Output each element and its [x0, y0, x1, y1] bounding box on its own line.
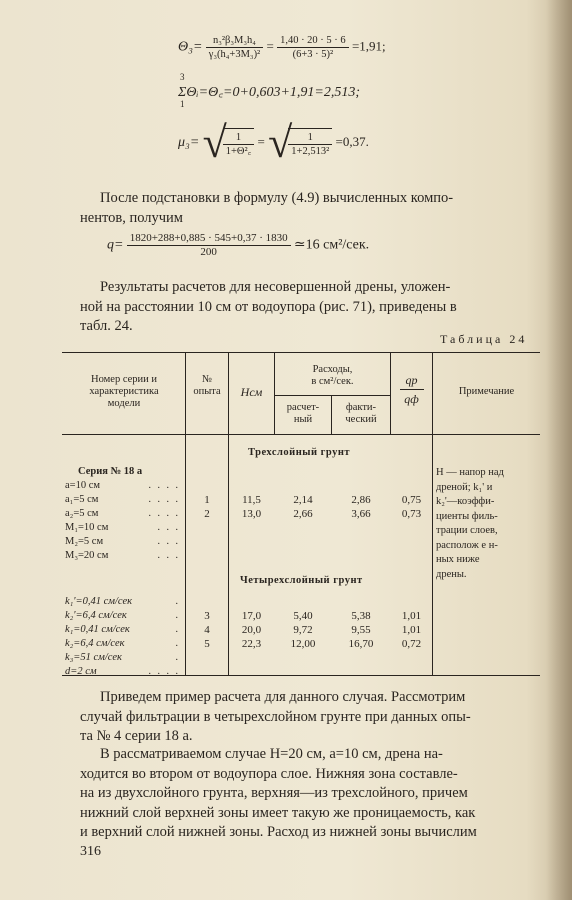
- table-note: H — напор над дреной; k₁' и k₂'—коэффи- циенты филь- трации слоев, располож е н- ных ниже дрены.: [436, 467, 504, 580]
- fraction-numerator: 1,40 · 20 · 5 · 6: [277, 34, 349, 48]
- sum-lower-limit: 1: [180, 99, 185, 109]
- book-page: Θ₃= $\frac{\text{n₃²β₃M₃h₄}}{\text{γ₃(h₄+3M₃)²}}$ = $\frac{1,40 \cdot 20 \cdot 5 \cdot 6}{\text{(6+3 · 5)²}}$ =1,91; 3 1 ΣΘᵢ=Θ꜀=0+0,603+1,91=2,513; μ₃= √ $\frac{1}{\text{1+Θ²꜀}}$ = √ $\frac{1}{\text{1+2,513²}}$ =0,37. После подстановки в формулу (4.9) вычисленных компо- нентов, получим q= $\frac{1820+288+0,885 \cdot 545+0,37 \cdot 1830}{200}$ ≃16 см²/сек. Результаты расчетов для несовершенной дрены, уложен- ной на расстоянии 10 см от водоупора (рис. 71), приведены в табл. 24. Таблица 24 Номер серии и характеристика модели № опыта Hсм Расходы, в см²/сек. расчет- ный факти- ческий qр qф Примечание Трехслойный грунт Серия № 18 а a=10 см a₁=5 см a₂=5 см M₁=10 см M₂=5 см M₃=20 см . . . . . . . . . . . . . . . . . . . . . 1 2 11,5 13,0 2,14 2,66 2,86 3,66 0,75 0,73 H — напор над дреной; k₁' и k₂'—коэффи- циенты филь- трации слоев, располож е н- ных ниже дрены. Четырехслойный грунт k₁'=0,41 см/сек k₂'=6,4 см/сек k₁=0,41 см/сек k₂=6,4 см/сек k₃=51 см/сек d=2 см . . . . . . . . . 3 4 5 17,0 20,0 22,3 5,40 9,72 12,00 5,38 9,55 16,70 1,01 1,01 0,72 Приведем пример расчета для данного случая. Рассмотрим случай фильтрации в четырехслойном грунте при данных опы- та № 4 серии 18 а. В рассматриваемом случае H=20 см, a=10 см, дрена на- ходится во втором от водоупора слое. Нижняя зона составле- на из двухслойного грунта, верхняя—из трехслойного, причем нижний слой верхней зоны имеет такую же проницаемость, как и верхний слой нижней зоны. Расход из нижней зоны вычислим 316: [0, 0, 572, 900]
- header-h: Hсм: [240, 385, 263, 399]
- col-number-2: 3 4 5: [204, 610, 210, 650]
- params-three-layer: a=10 см a₁=5 см a₂=5 см M₁=10 см M₂=5 см M₃=20 см: [65, 480, 109, 561]
- header-flows: Расходы, в см²/сек.: [311, 364, 354, 387]
- table-header-rule: [62, 434, 540, 435]
- formula-q: q= $\frac{1820+288+0,885 \cdot 545+0,37 \cdot 1830}{200}$ ≃16 см²/сек.: [107, 232, 370, 258]
- header-experiment-number: № опыта: [193, 374, 221, 397]
- col-calc-2: 5,40 9,72 12,00: [290, 610, 316, 650]
- formula-mu3: μ₃= √ $\frac{1}{\text{1+Θ²꜀}}$ = √ $\frac{1}{\text{1+2,513²}}$ =0,37.: [178, 118, 369, 167]
- paragraph-substitution: После подстановки в формулу (4.9) вычисленных компо- нентов, получим: [80, 190, 454, 226]
- table-caption: Таблица 24: [440, 332, 528, 346]
- header-series: Номер серии и характеристика модели: [89, 374, 159, 409]
- paragraph-example: Приведем пример расчета для данного случая. Рассмотрим случай фильтрации в четырехслойном грунте при данных опы- та № 4 серии 18 а.: [80, 689, 471, 744]
- col-calc-1: 2,14 2,66: [293, 494, 313, 520]
- col-number-1: 1 2: [204, 494, 210, 520]
- params-four-layer: k₁'=0,41 см/сек k₂'=6,4 см/сек k₁=0,41 см/сек k₂=6,4 см/сек k₃=51 см/сек d=2 см: [65, 596, 133, 677]
- section-four-layer: Четырехслойный грунт: [240, 575, 363, 586]
- fraction-denominator: (6+3 · 5)²: [292, 49, 334, 60]
- sum-upper-limit: 3: [180, 72, 185, 82]
- header-actual: факти- ческий: [345, 402, 377, 425]
- section-three-layer: Трехслойный грунт: [248, 447, 351, 458]
- header-note: Примечание: [458, 386, 515, 397]
- series-title: Серия № 18 а: [78, 466, 143, 477]
- formula-sum-theta: 3 1 ΣΘᵢ=Θ꜀=0+0,603+1,91=2,513;: [178, 72, 360, 109]
- col-h-2: 17,0 20,0 22,3: [241, 610, 262, 650]
- square-root-icon: √: [268, 118, 293, 167]
- page-number: 316: [80, 844, 101, 859]
- col-h-1: 11,5 13,0: [241, 494, 262, 520]
- col-ratio-1: 0,75 0,73: [401, 494, 422, 520]
- paragraph-case: В рассматриваемом случае H=20 см, a=10 см, дрена на- ходится во втором от водоупора слое. Нижняя зона составле- на из двухслойного грунта, верхняя—из трехслойного, причем нижний слой верхней зоны имеет такую же проницаемость, как и верхний слой нижней зоны. Расход из нижней зоны вычислим: [80, 746, 477, 840]
- header-qp: qр: [405, 373, 418, 387]
- formula-theta3: Θ₃= $\frac{\text{n₃²β₃M₃h₄}}{\text{γ₃(h₄+3M₃)²}}$ = $\frac{1,40 \cdot 20 \cdot 5 \cdot 6}{\text{(6+3 · 5)²}}$ =1,91;: [178, 35, 386, 60]
- table-top-rule: [62, 352, 540, 353]
- paragraph-results: Результаты расчетов для несовершенной дрены, уложен- ной на расстоянии 10 см от водоупора (рис. 71), приведены в табл. 24.: [80, 279, 457, 334]
- page-edge-shadow: [546, 0, 572, 900]
- col-fact-1: 2,86 3,66: [351, 494, 371, 520]
- header-calculated: расчет- ный: [286, 402, 320, 425]
- col-ratio-2: 1,01 1,01 0,72: [401, 610, 422, 650]
- fraction-denominator: γ₃(h₄+3M₃)²: [208, 49, 261, 60]
- fraction-numerator: n₃²β₃M₃h₄: [206, 34, 264, 48]
- square-root-icon: √: [202, 118, 227, 167]
- header-qf: qф: [404, 392, 419, 406]
- col-fact-2: 5,38 9,55 16,70: [348, 610, 374, 650]
